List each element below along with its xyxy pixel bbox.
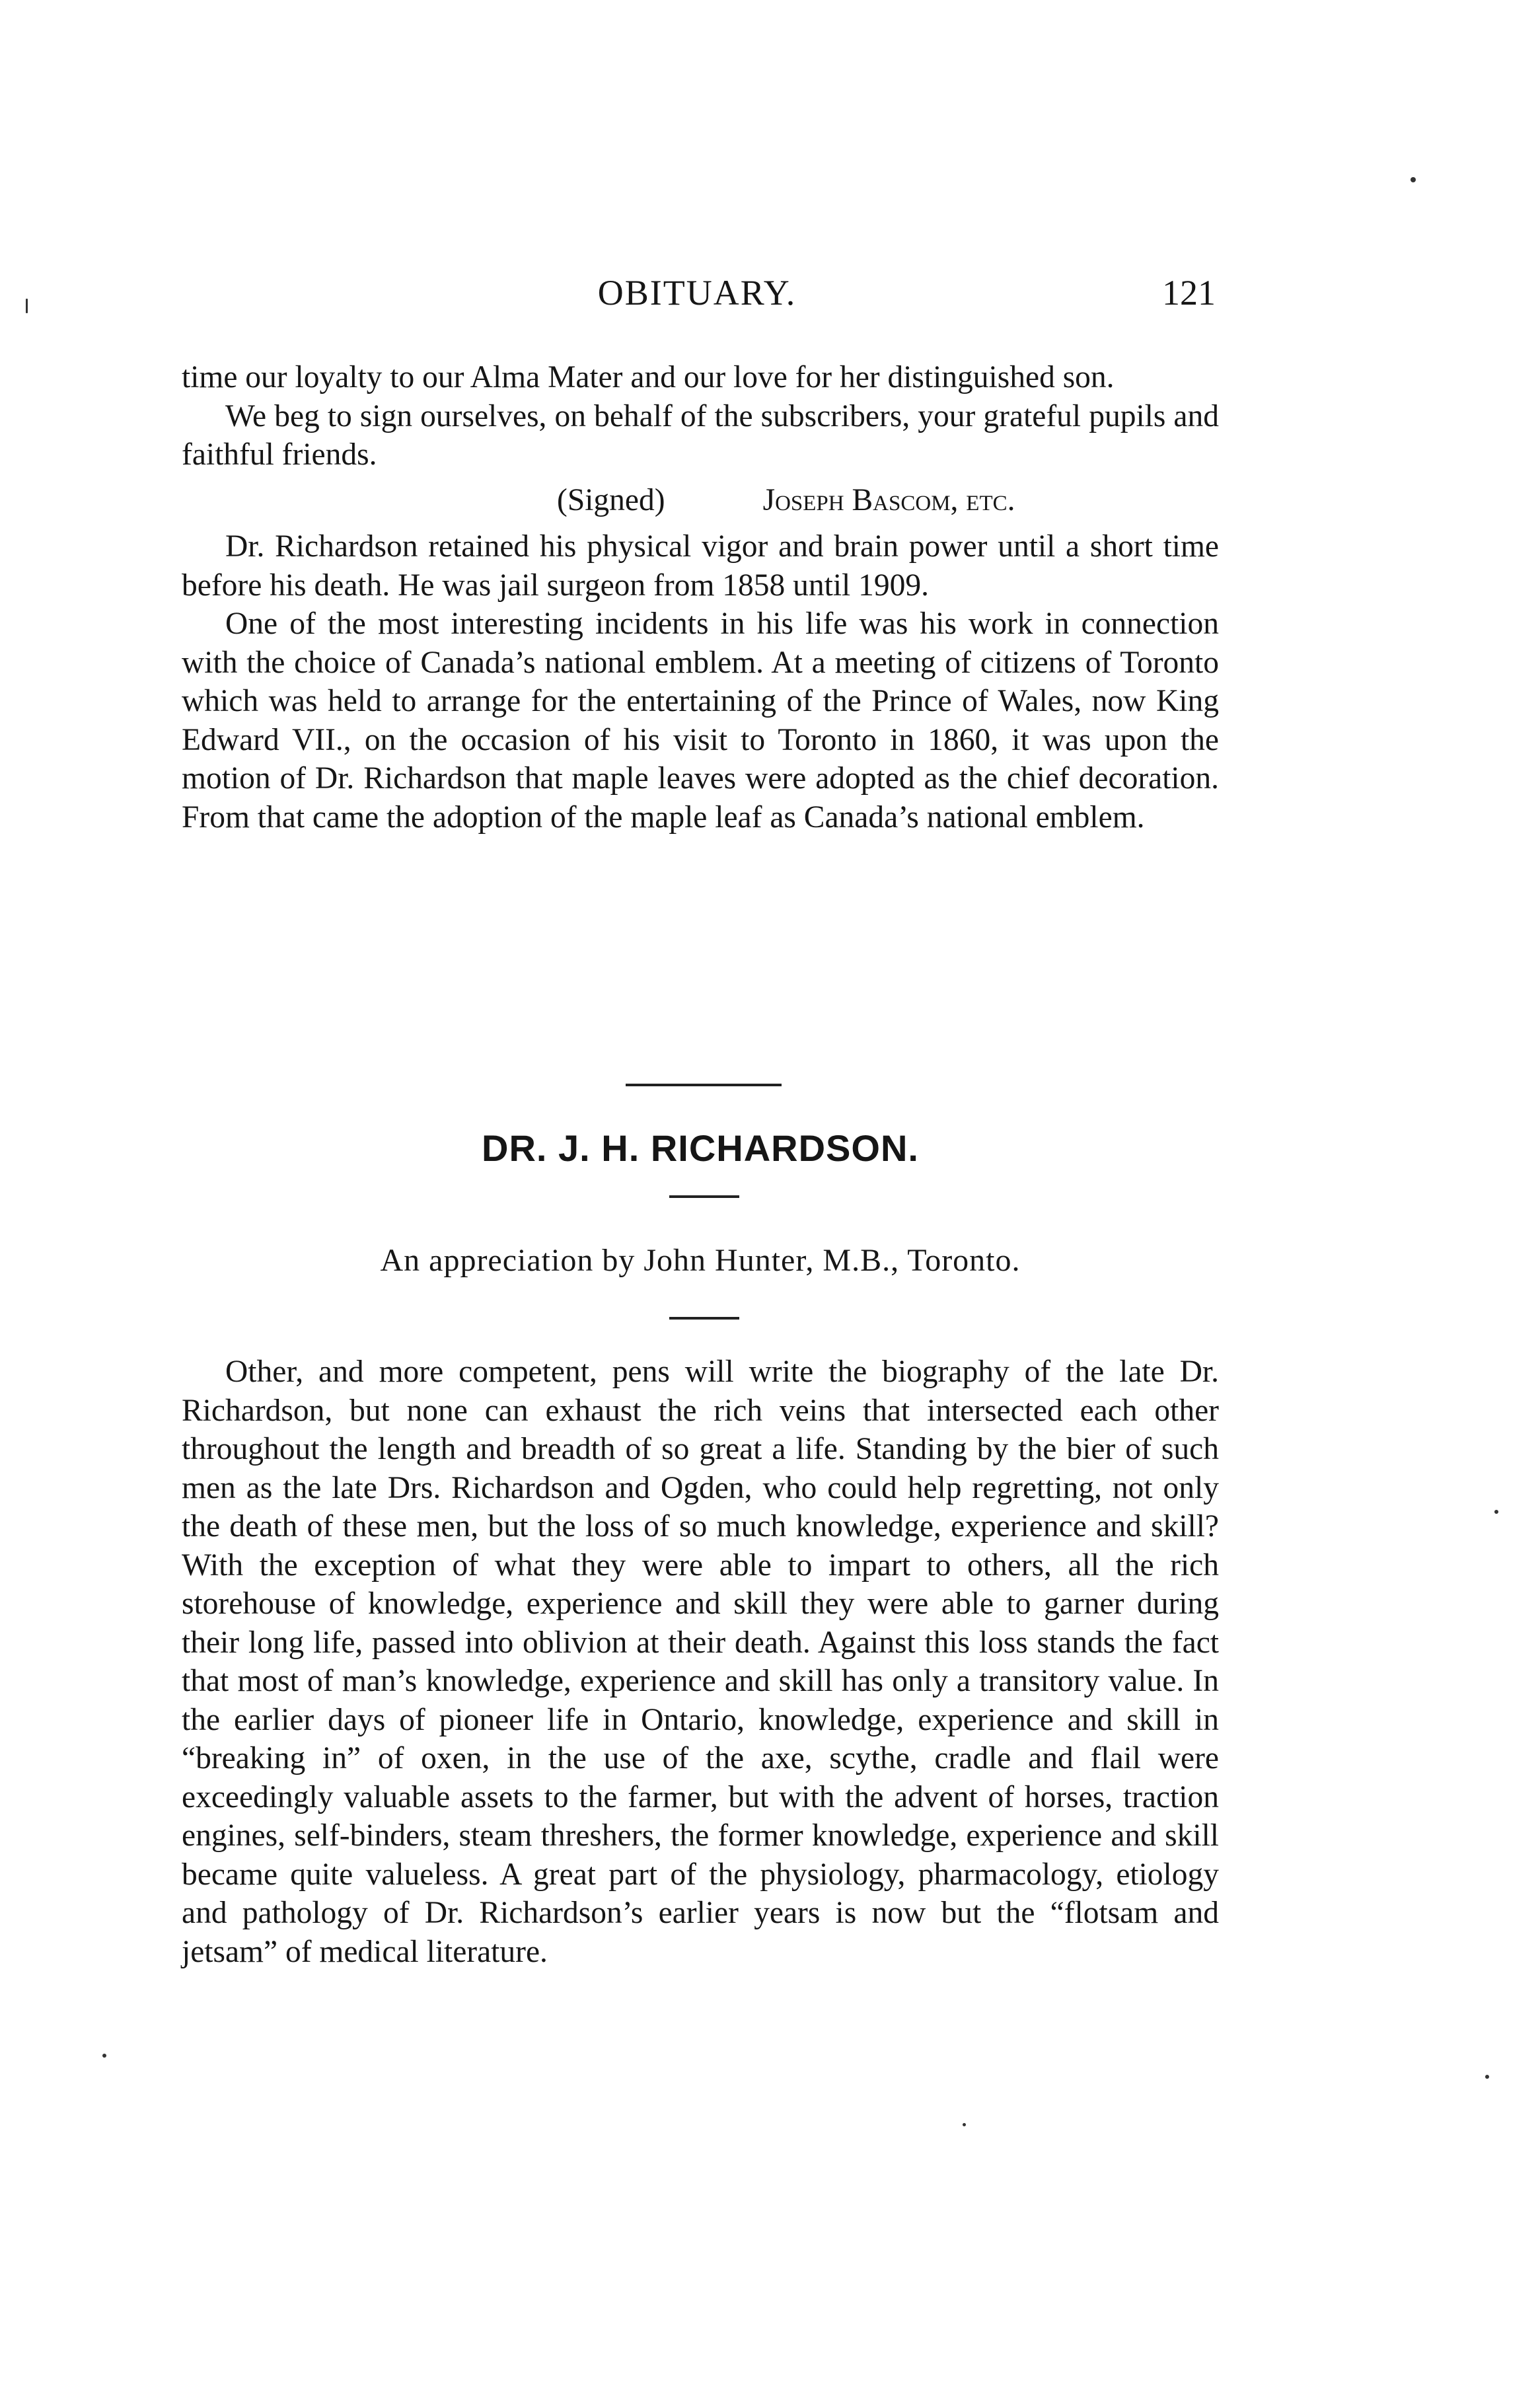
article-byline: An appreciation by John Hunter, M.B., Toronto.: [380, 1243, 1021, 1278]
obituary-paragraph-vigor: Dr. Richardson retained his physical vigor and brain power until a short time before his death. He was jail surgeon from 1858 until 1909.: [182, 529, 1219, 603]
article-body: [182, 1353, 1219, 1971]
page-number: 121: [1162, 273, 1216, 313]
scan-speck: [1411, 177, 1416, 182]
scan-speck: [963, 2123, 966, 2126]
scan-speck: [1485, 2075, 1489, 2079]
running-head-title: OBITUARY.: [597, 273, 797, 313]
letter-closing-paragraph: time our loyalty to our Alma Mater and our love for her distinguished son.: [182, 360, 1115, 394]
running-head: [178, 272, 1216, 318]
signed-label: (Signed): [557, 482, 665, 517]
upper-text-block: [182, 358, 1219, 837]
scan-speck: [1494, 1510, 1498, 1514]
section-divider-rule: [626, 1084, 782, 1086]
signatory-name: Joseph Bascom, etc.: [762, 482, 1015, 517]
obituary-paragraph-emblem: One of the most interesting incidents in his life was his work in connection with the choice of Canada’s national emblem. At a meeting of citizens of Toronto which was held to arrange for the entertaining of the Prince of Wales, now King Edward VII., on the occasion of his visit to Toronto in 1860, it was upon the motion of Dr. Richardson that maple leaves were adopted as the chief decoration. From that came the adoption of the maple leaf as Canada’s national emblem.: [182, 607, 1219, 835]
scan-speck: [102, 2054, 106, 2058]
article-paragraph: Other, and more competent, pens will write the biography of the late Dr. Richardson, but none can exhaust the rich veins that intersected each other throughout the length and breadth of so great a life. Standing by the bier of such men as the late Drs. Richardson and Ogden, who could help regretting, not only the death of these men, but the loss of so much knowledge, experience and skill? With the exception of what they were able to impart to others, all the rich storehouse of knowledge, experience and skill they were able to garner during their long life, passed into oblivion at their death. Against this loss stands the fact that most of man’s knowledge, experience and skill has only a transitory value. In the earlier days of pioneer life in Ontario, knowledge, experience and skill in “breaking in” of oxen, in the use of the axe, scythe, cradle and flail were exceedingly valuable assets to the farmer, but with the advent of horses, traction engines, self-binders, steam threshers, the former knowledge, experience and skill became quite valueless. A great part of the physiology, pharmacology, etiology and pathology of Dr. Richardson’s earlier years is now but the “flotsam and jetsam” of medical literature.: [182, 1355, 1219, 1969]
article-heading: DR. J. H. RICHARDSON.: [482, 1127, 919, 1169]
letter-signoff-paragraph: We beg to sign ourselves, on behalf of the subscribers, your grateful pupils and faithful friends.: [182, 398, 1219, 472]
heading-rule: [669, 1195, 739, 1198]
scan-mark: [26, 299, 28, 313]
signature-line: [182, 481, 1219, 520]
byline-rule: [669, 1317, 739, 1320]
